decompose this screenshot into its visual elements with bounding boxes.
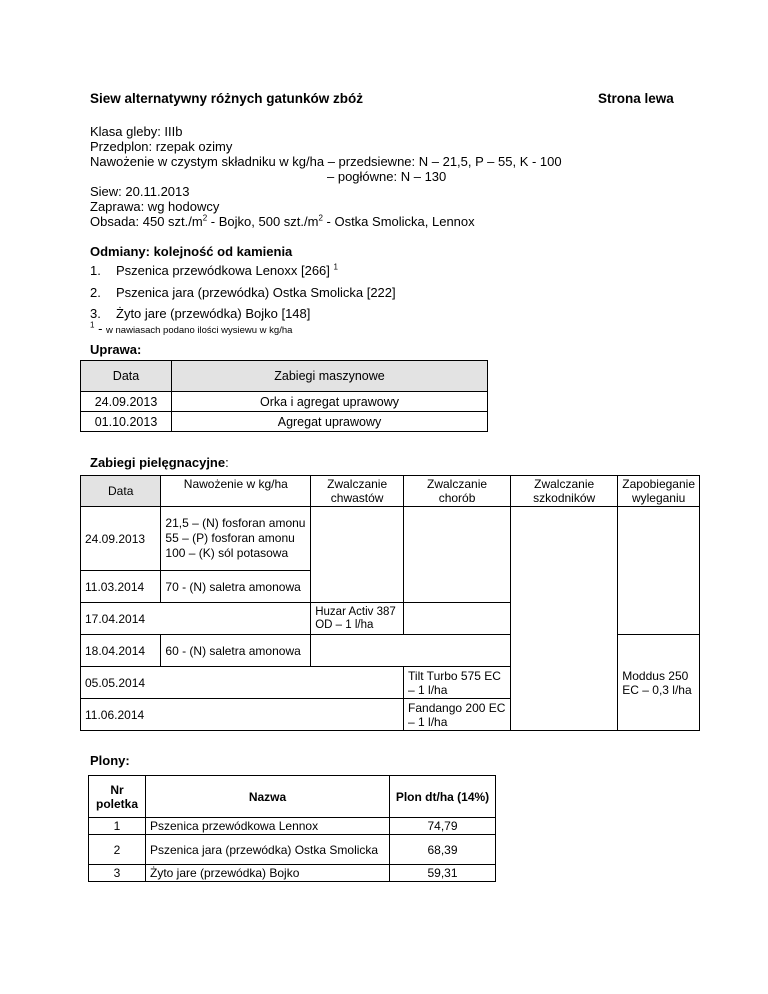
table-cell-work: Orka i agregat uprawowy xyxy=(172,392,488,412)
table-cell-empty xyxy=(511,507,618,731)
footnote-text: w nawiasach podano ilości wysiewu w kg/ha xyxy=(106,325,293,336)
care-table xyxy=(80,475,700,731)
yields-heading: Plony: xyxy=(90,753,130,768)
plant-density xyxy=(90,214,475,229)
table-cell-yield: 59,31 xyxy=(390,865,496,882)
table-cell-yield: 68,39 xyxy=(390,835,496,865)
table-cell-yield: 74,79 xyxy=(390,818,496,835)
table-cell-empty xyxy=(404,603,511,635)
table-cell-fertilization: 60 - (N) saletra amonowa xyxy=(161,635,311,667)
care-heading-colon: : xyxy=(225,455,229,470)
sowing-date: Siew: 20.11.2013 xyxy=(90,184,190,199)
table-cell-date: 11.06.2014 xyxy=(81,699,404,731)
variety-number: 3. xyxy=(90,306,101,321)
fertilization-line-2: – pogłówne: N – 130 xyxy=(327,169,447,184)
previous-crop: Przedplon: rzepak ozimy xyxy=(90,139,233,154)
col-header-diseases: Zwalczanie chorób xyxy=(404,476,511,507)
table-cell-empty xyxy=(404,571,511,603)
col-header-fertilization: Nawożenie w kg/ha xyxy=(161,476,311,507)
table-cell-lodging: Moddus 250 EC – 0,3 l/ha xyxy=(618,635,700,731)
table-cell-empty xyxy=(618,507,700,635)
col-header-date: Data xyxy=(81,361,172,392)
cultivation-heading: Uprawa: xyxy=(90,342,142,357)
fertilization-entry: 55 – (P) fosforan amonu xyxy=(165,531,295,545)
variety-text: Żyto jare (przewódka) Bojko [148] xyxy=(116,306,311,321)
fertilization-line-1: Nawożenie w czystym składniku w kg/ha – przedsiewne: N – 21,5, P – 55, K - 100 xyxy=(90,154,562,169)
table-cell-work: Agregat uprawowy xyxy=(172,412,488,432)
seed-dressing: Zaprawa: wg hodowcy xyxy=(90,199,220,214)
fertilization-entry: 21,5 – (N) fosforan amonu xyxy=(165,516,306,530)
table-cell-date: 24.09.2013 xyxy=(81,392,172,412)
col-header-nr: Nr poletka xyxy=(89,776,146,818)
table-cell-name: Pszenica przewódkowa Lennox xyxy=(146,818,390,835)
density-part-c: - Ostka Smolicka, Lennox xyxy=(322,214,475,229)
care-heading xyxy=(90,455,229,470)
page-title: Siew alternatywny różnych gatunków zbóż xyxy=(90,91,364,106)
variety-item xyxy=(90,306,310,321)
table-cell-empty xyxy=(311,507,404,571)
col-header-weeds: Zwalczanie chwastów xyxy=(311,476,404,507)
col-header-name: Nazwa xyxy=(146,776,390,818)
variety-text: Pszenica jara (przewódka) Ostka Smolicka [222] xyxy=(116,285,396,300)
cultivation-table xyxy=(80,360,488,432)
table-cell-date: 24.09.2013 xyxy=(81,507,161,571)
footnote-mark: 1 xyxy=(90,320,95,330)
variety-number: 1. xyxy=(90,263,101,278)
col-header-work: Zabiegi maszynowe xyxy=(172,361,488,392)
col-header-pests: Zwalczanie szkodników xyxy=(511,476,618,507)
table-cell-fertilization xyxy=(161,507,311,571)
yields-table xyxy=(88,775,496,882)
soil-class: Klasa gleby: IIIb xyxy=(90,124,183,139)
fertilization-entry: 100 – (K) sól potasowa xyxy=(165,546,289,560)
varieties-heading: Odmiany: kolejność od kamienia xyxy=(90,244,293,259)
table-cell-diseases: Tilt Turbo 575 EC – 1 l/ha xyxy=(404,667,511,699)
table-cell-nr: 3 xyxy=(89,865,146,882)
table-cell-diseases: Fandango 200 EC – 1 l/ha xyxy=(404,699,511,731)
col-header-date: Data xyxy=(81,476,161,507)
care-heading-text: Zabiegi pielęgnacyjne xyxy=(90,455,226,470)
superscript: 2 xyxy=(202,213,208,223)
table-cell-nr: 1 xyxy=(89,818,146,835)
table-cell-empty xyxy=(311,635,511,667)
variety-text: Pszenica przewódkowa Lenoxx [266] xyxy=(116,263,330,278)
table-cell-fertilization: 70 - (N) saletra amonowa xyxy=(161,571,311,603)
superscript: 1 xyxy=(333,262,338,272)
page-side-label: Strona lewa xyxy=(598,91,674,106)
table-cell-name: Pszenica jara (przewódka) Ostka Smolicka xyxy=(146,835,390,865)
table-cell-date: 01.10.2013 xyxy=(81,412,172,432)
col-header-lodging: Zapobieganie wyleganiu xyxy=(618,476,700,507)
col-header-yield: Plon dt/ha (14%) xyxy=(390,776,496,818)
variety-item xyxy=(90,263,338,278)
superscript: 2 xyxy=(318,213,323,223)
table-cell-date: 18.04.2014 xyxy=(81,635,161,667)
density-part-a: Obsada: 450 szt./m xyxy=(90,214,203,229)
table-cell-date: 17.04.2014 xyxy=(81,603,311,635)
footnote xyxy=(90,321,292,338)
table-cell-date: 05.05.2014 xyxy=(81,667,404,699)
table-cell-nr: 2 xyxy=(89,835,146,865)
footnote-dash: - xyxy=(94,321,107,336)
table-cell-empty xyxy=(311,571,404,603)
table-cell-weeds: Huzar Activ 387 OD – 1 l/ha xyxy=(311,603,404,635)
variety-item xyxy=(90,285,396,300)
variety-number: 2. xyxy=(90,285,101,300)
density-part-b: - Bojko, 500 szt./m xyxy=(207,214,319,229)
table-cell-date: 11.03.2014 xyxy=(81,571,161,603)
table-cell-name: Żyto jare (przewódka) Bojko xyxy=(146,865,390,882)
table-cell-empty xyxy=(404,507,511,571)
